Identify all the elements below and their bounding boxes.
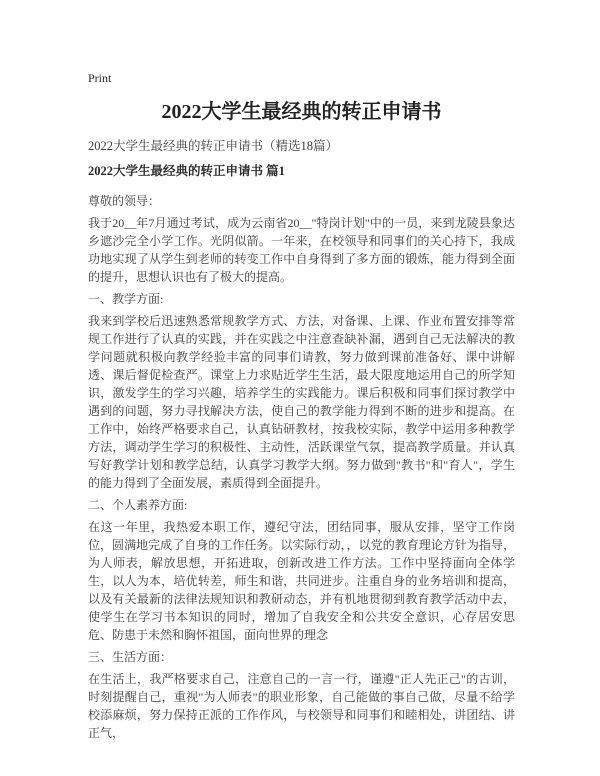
section-heading-life: 三、生活方面： — [88, 650, 173, 664]
document-subtitle: 2022大学生最经典的转正申请书（精选18篇） — [88, 139, 339, 153]
salutation-line: 尊敬的领导： — [88, 194, 161, 208]
paragraph-intro: 我于20__年7月通过考试，成为云南省20__"特岗计划"中的一员，来到龙陵县象达乡遮沙完全小学工作。光阴似箭。一年来，在校领导和同事们的关心持下，我成功地实现了从学生到老师的转变工作中自身得到了多方面的锻炼，能力得到全面的提升，思想认识也有了极大的提高。 — [88, 216, 515, 284]
section-heading-personal-quality: 二、个人素养方面: — [88, 498, 188, 512]
paragraph-personal-quality: 在这一年里，我热爱本职工作，遵纪守法，团结同事，服从安排，坚守工作岗位，圆满地完成了自身的工作任务。以实际行动，，以党的教育理论方针为指导，为人师表，解放思想，开拓进取，创新改进工作方法。工作中坚持面向全体学生，以人为本，培优转差，师生和谐，共同进步。注重自身的业务培训和提高，以及有关最新的法律法规知识和教研动态，并有机地贯彻到教育教学活动中去，使学生在学习书本知识的同时，增加了自我安全和公共安全意识，心存居安思危、防患于未然和胸怀祖国，面向世界的理念 — [88, 520, 515, 642]
article-heading: 2022大学生最经典的转正申请书 篇1 — [88, 164, 285, 178]
section-heading-teaching: 一、教学方面: — [88, 292, 164, 306]
paragraph-teaching: 我来到学校后迅速熟悉常规教学方式、方法，对备课、上课、作业布置安排等常规工作进行了认真的实践，并在实践之中注意查缺补漏，遇到自己无法解决的教学问题就积极向教学经验丰富的同事们请教，努力做到课前准备好、课中讲解透、课后督促检查严。课堂上力求贴近学生生活，最大限度地运用自己的所学知识，激发学生的学习兴趣，培养学生的实践能力。课后积极和同事们探讨教学中遇到的问题，努力寻找解决方法，使自己的教学能力得到不断的进步和提高。在工作中，始终严格要求自己，认真钻研教材，按我校实际，教学中运用多种教学方法，调动学生学习的积极性、主动性，活跃课堂气氛，提高教学质量。并认真写好教学计划和教学总结，认真学习教学大纲。努力做到"教书"和"育人"，学生的能力得到了全面发展，素质得到全面提升。 — [88, 314, 515, 490]
paragraph-life: 在生活上，我严格要求自己，注意自己的一言一行，谨遵"正人先正己"的古训，时刻提醒自己，重视"为人师表"的职业形象，自己能做的事自己做，尽量不给学校添麻烦，努力保持正派的工作作风，与校领导和同事们和睦相处，讲团结、讲正气， — [88, 672, 515, 740]
document-title: 2022大学生最经典的转正申请书 — [161, 101, 442, 123]
print-link[interactable]: Print — [88, 71, 112, 85]
